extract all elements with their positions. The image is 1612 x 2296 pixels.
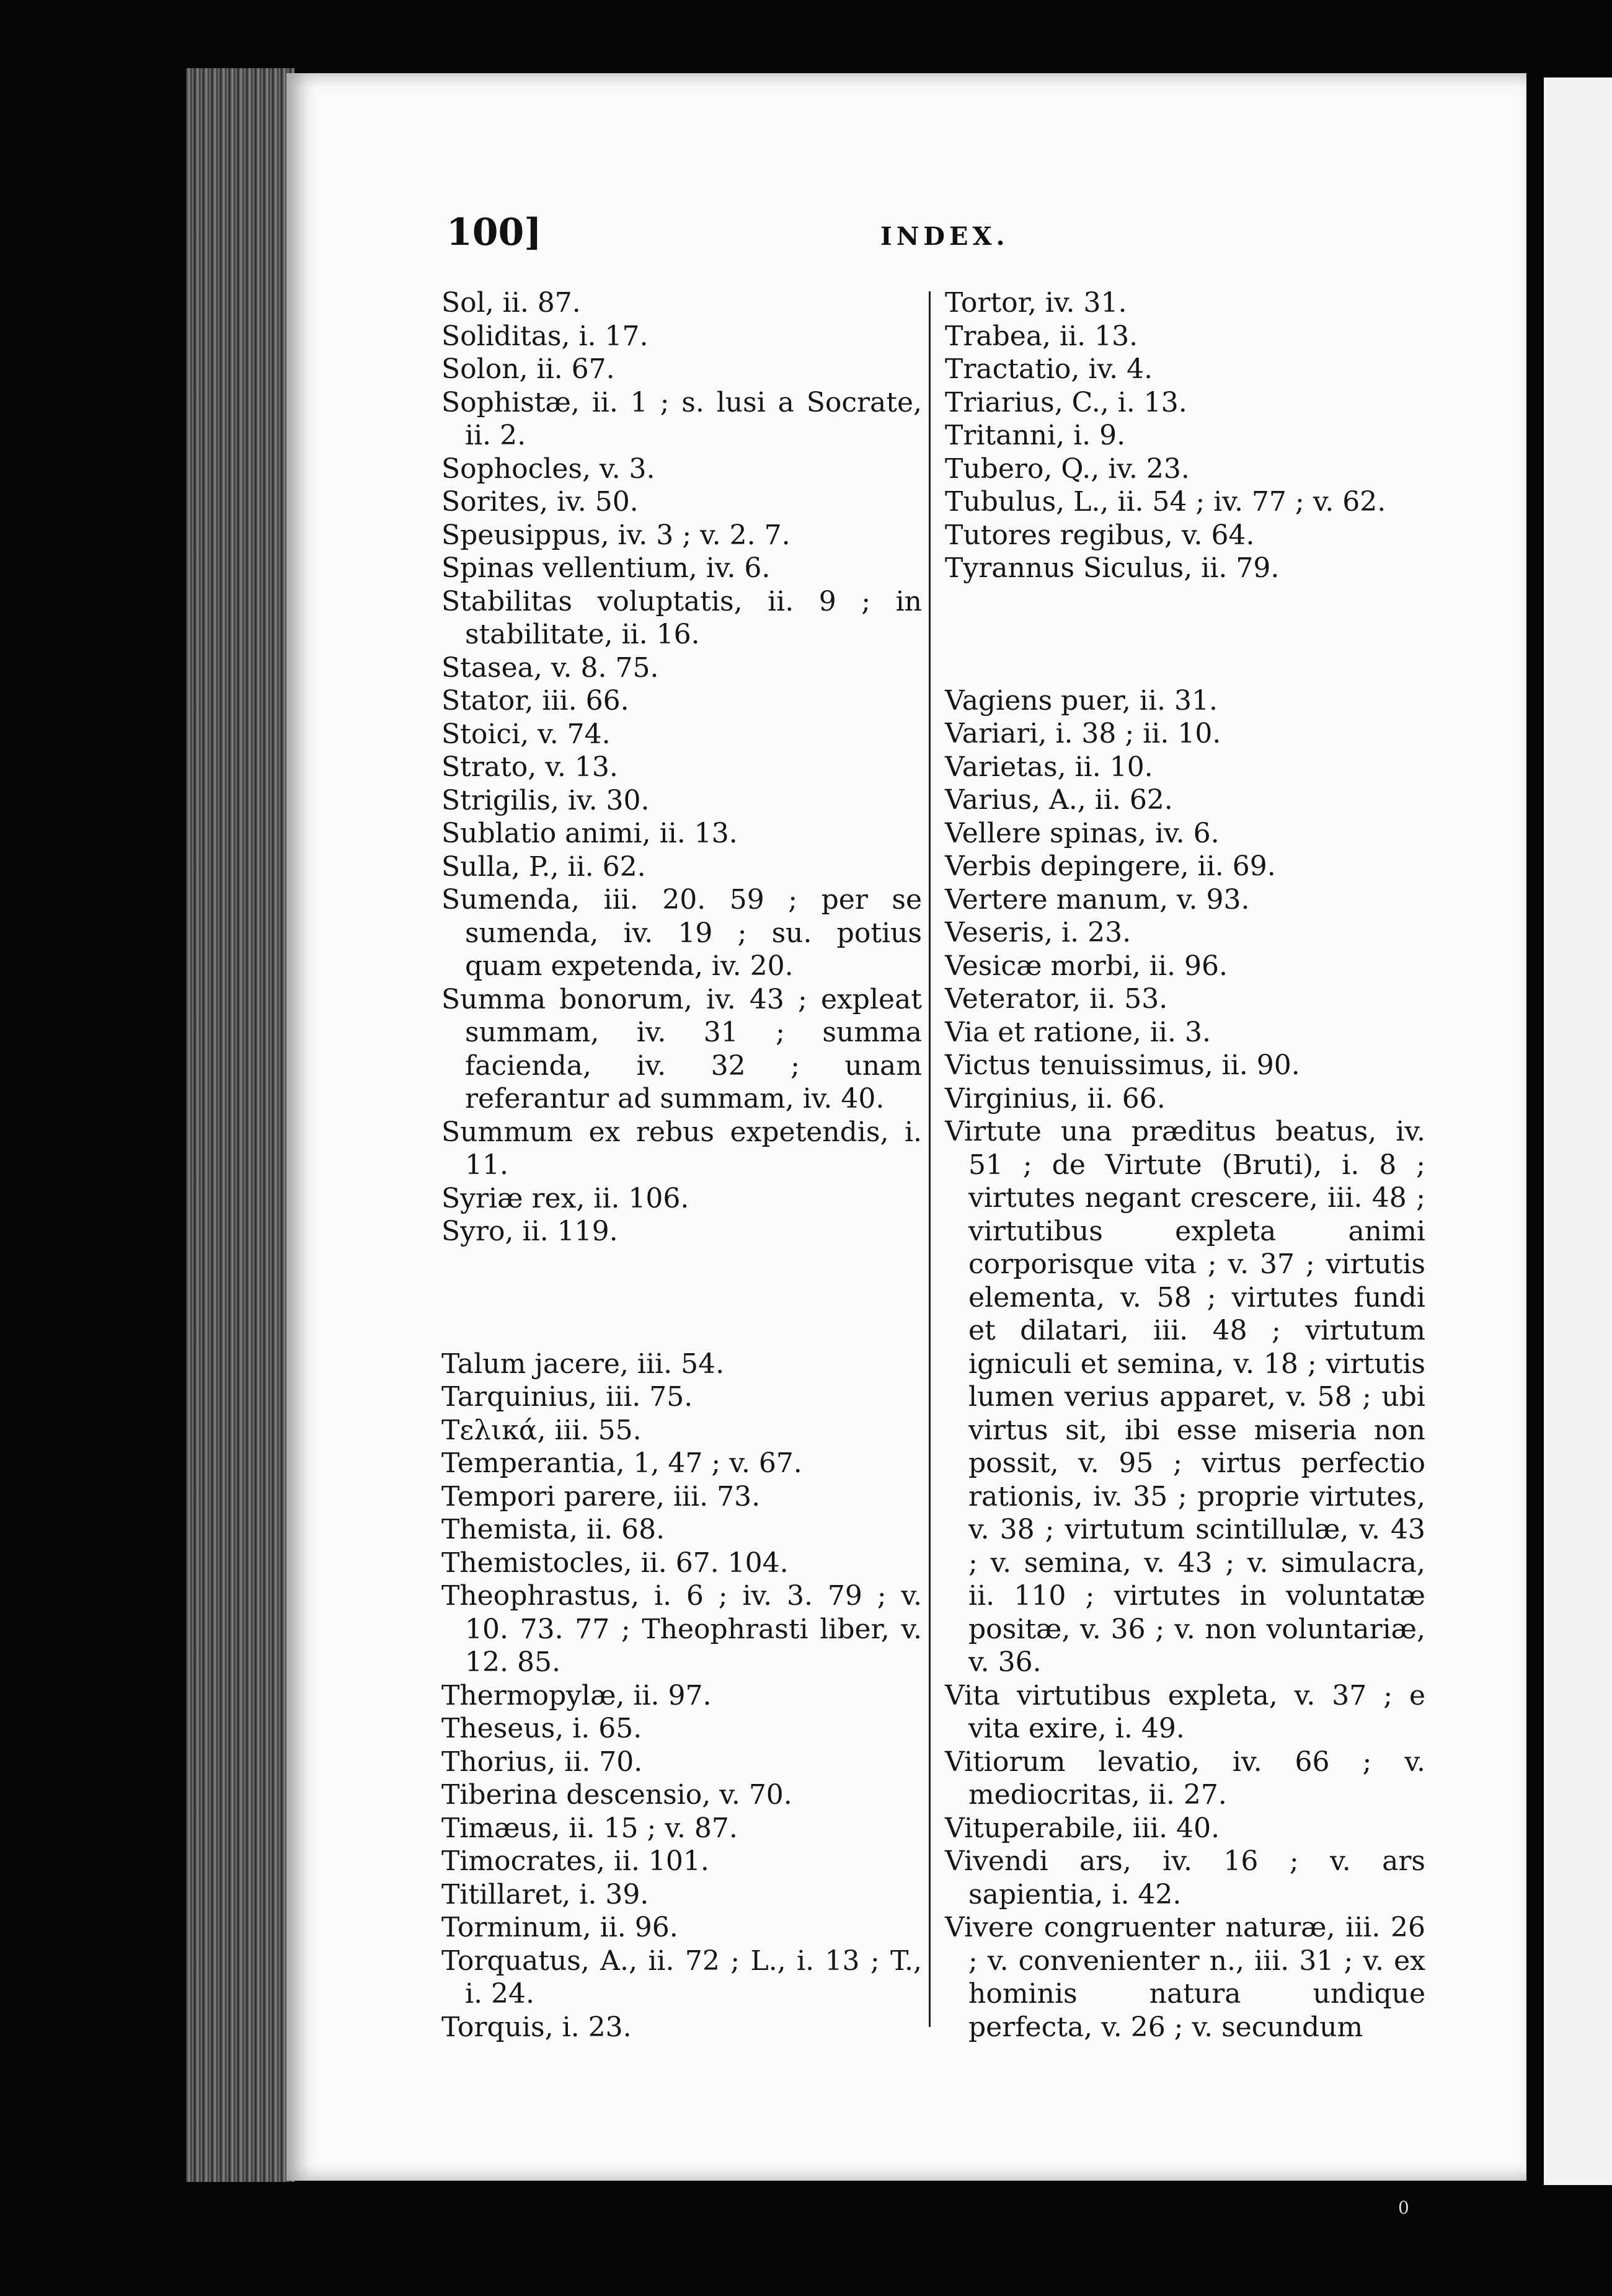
index-entry: Tubulus, L., ii. 54 ; iv. 77 ; v. 62.	[945, 486, 1386, 518]
section-gap	[441, 1248, 922, 1348]
index-entry: Vivere congruenter naturæ, iii. 26 ; v. convenienter n., iii. 31 ; v. ex hominis natura undique perfecta, v. 26 ; v. secundum	[945, 1912, 1425, 2043]
index-entry: Timæus, ii. 15 ; v. 87.	[441, 1812, 738, 1844]
running-head: INDEX.	[880, 222, 1009, 251]
index-column-left	[441, 286, 922, 2044]
column-divider	[929, 291, 931, 2027]
index-entry: Sol, ii. 87.	[441, 287, 581, 319]
index-entry: Strato, v. 13.	[441, 751, 618, 783]
index-entry: Varietas, ii. 10.	[945, 751, 1153, 783]
index-entry: Timocrates, ii. 101.	[441, 1845, 709, 1877]
index-entry: Vesicæ morbi, ii. 96.	[945, 950, 1228, 982]
footer-mark: 0	[1398, 2197, 1409, 2218]
index-entry: Tortor, iv. 31.	[945, 287, 1127, 319]
index-entry: Thorius, ii. 70.	[441, 1746, 643, 1778]
index-entry: Sophistæ, ii. 1 ; s. lusi a Socrate, ii. 2.	[441, 386, 922, 451]
index-entry: Torquis, i. 23.	[441, 2011, 632, 2043]
index-entry: Sophocles, v. 3.	[441, 453, 655, 485]
index-entry: Tiberina descensio, v. 70.	[441, 1779, 792, 1811]
index-entry: Triarius, C., i. 13.	[945, 386, 1187, 418]
index-entry: Strigilis, iv. 30.	[441, 784, 650, 816]
page-number: 100]	[446, 211, 542, 254]
index-entry: Virtute una præditus beatus, iv. 51 ; de Virtute (Bruti), i. 8 ; virtutes negant crescere, iii. 48 ; virtutibus expleta animi corporisque vita ; v. 37 ; virtutis elementa, v. 58 ; virtutes fundi et dilatari, iii. 48 ; virtutum igniculi et semina, v. 18 ; virtutis lumen verius apparet, v. 58 ; ubi virtus sit, ibi esse miseria non possit, v. 95 ; virtus perfectio rationis, iv. 35 ; proprie virtutes, v. 38 ; virtutum scintillulæ, v. 43 ; v. semina, v. 43 ; v. simulacra, ii. 110 ; virtutes in voluntatæ positæ, v. 36 ; v. non voluntariæ, v. 36.	[945, 1116, 1425, 1678]
index-entry: Tarquinius, iii. 75.	[441, 1381, 693, 1413]
index-entry: Vituperabile, iii. 40.	[945, 1812, 1220, 1844]
index-entry: Torminum, ii. 96.	[441, 1912, 678, 1943]
index-column-right	[945, 286, 1425, 2044]
index-entry: Torquatus, A., ii. 72 ; L., i. 13 ; T., i. 24.	[441, 1945, 922, 2010]
index-entry: Vitiorum levatio, iv. 66 ; v. mediocritas, ii. 27.	[945, 1746, 1425, 1811]
index-entry: Summum ex rebus expetendis, i. 11.	[441, 1116, 922, 1181]
index-entry: Speusippus, iv. 3 ; v. 2. 7.	[441, 519, 790, 551]
index-entry: Stoici, v. 74.	[441, 718, 611, 750]
index-entry: Temperantia, 1, 47 ; v. 67.	[441, 1447, 802, 1479]
index-entry: Summa bonorum, iv. 43 ; expleat summam, iv. 31 ; summa facienda, iv. 32 ; unam referantur ad summam, iv. 40.	[441, 983, 922, 1115]
index-entry: Sulla, P., ii. 62.	[441, 850, 646, 883]
index-entry: Trabea, ii. 13.	[945, 320, 1138, 352]
index-entry: Solon, ii. 67.	[441, 353, 615, 385]
book-page-edges	[186, 68, 294, 2182]
index-entry: Talum jacere, iii. 54.	[441, 1348, 725, 1380]
index-entry: Tractatio, iv. 4.	[945, 353, 1153, 385]
page-header	[446, 211, 1426, 260]
index-entry: Themista, ii. 68.	[441, 1514, 665, 1545]
index-entry: Vagiens puer, ii. 31.	[945, 684, 1218, 717]
index-entry: Victus tenuissimus, ii. 90.	[945, 1049, 1300, 1081]
index-entry: Variari, i. 38 ; ii. 10.	[945, 718, 1221, 749]
index-entry: Vertere manum, v. 93.	[945, 883, 1250, 916]
index-entry: Syro, ii. 119.	[441, 1216, 618, 1247]
index-entry: Theseus, i. 65.	[441, 1713, 642, 1744]
index-entry: Syriæ rex, ii. 106.	[441, 1182, 689, 1214]
index-entry: Vellere spinas, iv. 6.	[945, 817, 1220, 849]
index-entry: Thermopylæ, ii. 97.	[441, 1679, 712, 1711]
index-entry: Tempori parere, iii. 73.	[441, 1480, 761, 1512]
index-entry: Sumenda, iii. 20. 59 ; per se sumenda, iv. 19 ; su. potius quam expetenda, iv. 20.	[441, 884, 922, 982]
index-entry: Titillaret, i. 39.	[441, 1878, 649, 1910]
index-entry: Varius, A., ii. 62.	[945, 784, 1173, 816]
facing-page-edge	[1544, 77, 1612, 2185]
index-entry: Veterator, ii. 53.	[945, 983, 1168, 1015]
index-entry: Τελικά, iii. 55.	[441, 1414, 642, 1446]
index-entry: Tyrannus Siculus, ii. 79.	[945, 552, 1280, 584]
index-entry: Sorites, iv. 50.	[441, 486, 639, 518]
index-entry: Spinas vellentium, iv. 6.	[441, 552, 771, 584]
index-entry: Soliditas, i. 17.	[441, 320, 649, 352]
index-entry: Via et ratione, ii. 3.	[945, 1016, 1211, 1048]
index-entry: Virginius, ii. 66.	[945, 1082, 1166, 1115]
index-entry: Tritanni, i. 9.	[945, 420, 1126, 451]
section-gap	[945, 585, 1425, 684]
index-entry: Tubero, Q., iv. 23.	[945, 453, 1190, 485]
index-entry: Vivendi ars, iv. 16 ; v. ars sapientia, i. 42.	[945, 1845, 1425, 1910]
index-entry: Sublatio animi, ii. 13.	[441, 818, 738, 849]
index-entry: Stabilitas voluptatis, ii. 9 ; in stabilitate, ii. 16.	[441, 585, 922, 650]
index-entry: Verbis depingere, ii. 69.	[945, 850, 1276, 882]
index-entry: Tutores regibus, v. 64.	[945, 519, 1255, 551]
index-entry: Themistocles, ii. 67. 104.	[441, 1547, 789, 1579]
index-entry: Vita virtutibus expleta, v. 37 ; e vita exire, i. 49.	[945, 1679, 1425, 1744]
index-entry: Theophrastus, i. 6 ; iv. 3. 79 ; v. 10. 73. 77 ; Theophrasti liber, v. 12. 85.	[441, 1580, 922, 1678]
index-entry: Veseris, i. 23.	[945, 917, 1132, 948]
index-entry: Stasea, v. 8. 75.	[441, 651, 659, 684]
index-entry: Stator, iii. 66.	[441, 685, 629, 717]
